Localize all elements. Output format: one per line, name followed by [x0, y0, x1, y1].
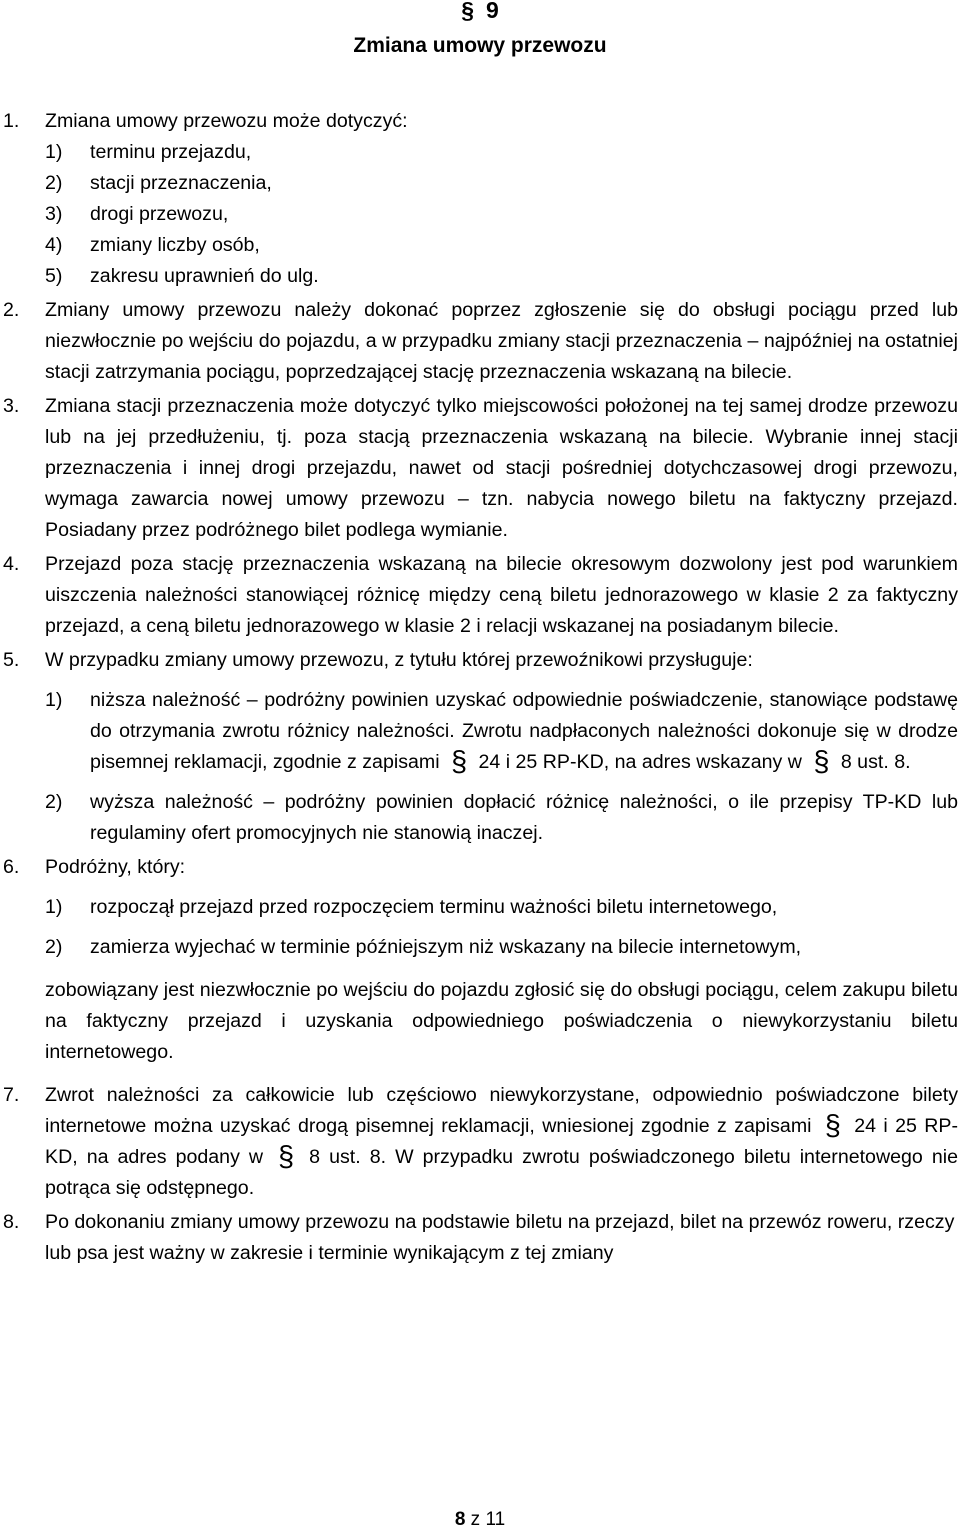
sub-item	[45, 168, 958, 199]
sub-item-text: zmiany liczby osób,	[90, 234, 260, 256]
document-body	[0, 106, 958, 1269]
list-item-6	[0, 852, 958, 1068]
sub-item	[45, 892, 958, 923]
sub-item-text: 24 i 25 RP-KD, na adres wskazany w	[478, 751, 802, 773]
item-text-part: 24 i 25 RP-KD, na adres podany w	[45, 1115, 958, 1168]
list-item-8	[0, 1207, 958, 1269]
page-number-current: 8	[454, 1509, 466, 1530]
page-title: Zmiana umowy przewozu	[353, 34, 607, 57]
sub-item	[45, 685, 958, 778]
list-item-4	[0, 549, 958, 642]
section-number: 9	[486, 0, 499, 23]
item-text: W przypadku zmiany umowy przewozu, z tytułu której przewoźnikowi przysługuje:	[45, 649, 753, 671]
item-number: 7.	[3, 1084, 20, 1106]
sub-item-text: 8 ust. 8.	[840, 751, 911, 773]
sub-item	[45, 261, 958, 292]
sub-item-text: terminu przejazdu,	[90, 141, 252, 163]
sub-item-text: rozpoczął przejazd przed rozpoczęciem terminu ważności biletu internetowego,	[90, 896, 778, 918]
sub-item-number: 1)	[45, 689, 63, 711]
item-number: 3.	[3, 395, 20, 417]
sub-item-text: wyższa należność – podróżny powinien dopłacić różnicę należności, o ile przepisy TP-KD lub regulaminy ofert promocyjnych nie stanowią inaczej.	[90, 791, 958, 844]
item-number: 2.	[3, 299, 20, 321]
list-item-1	[0, 106, 958, 292]
sub-item-text: niższa należność – podróżny powinien uzyskać odpowiednie poświadczenie, stanowiące podstawę do otrzymania zwrotu różnicy należności. Zwrotu nadpłaconych należności dokonuje się w drodze pisemnej reklamacji, zgodnie z zapisami	[90, 689, 958, 773]
item-number: 4.	[3, 553, 20, 575]
sub-item	[45, 230, 958, 261]
sub-item-text: stacji przeznaczenia,	[90, 172, 272, 194]
sub-item-number: 4)	[45, 234, 63, 256]
sub-item-number: 2)	[45, 936, 63, 958]
sub-item	[45, 199, 958, 230]
sub-item-text: drogi przewozu,	[90, 203, 229, 225]
sub-item-number: 5)	[45, 265, 63, 287]
sub-item-number: 2)	[45, 172, 63, 194]
item-text: Przejazd poza stację przeznaczenia wskazaną na bilecie okresowym dozwolony jest pod warunkiem uiszczenia należności stanowiącej różnicę między ceną biletu jednorazowego w klasie 2 za faktyczny przejazd, a ceną biletu jednorazowego w klasie 2 i relacji wskazanej na posiadanym bilecie.	[45, 553, 958, 637]
page-number-total: z 11	[470, 1509, 506, 1530]
item-number: 6.	[3, 856, 20, 878]
section-sign: §	[278, 1141, 295, 1173]
item-text: Podróżny, który:	[45, 856, 186, 878]
item-number: 1.	[3, 110, 20, 132]
sub-item	[45, 137, 958, 168]
item-number: 5.	[3, 649, 20, 671]
sub-item-number: 2)	[45, 791, 63, 813]
sub-item	[45, 932, 958, 963]
sub-item-text: zakresu uprawnień do ulg.	[90, 265, 319, 287]
list-item-2	[0, 295, 958, 388]
item-text	[45, 1080, 958, 1204]
item-text-part: 8 ust. 8. W przypadku zwrotu poświadczonego biletu internetowego nie potrąca się odstępnego.	[45, 1146, 958, 1199]
page-footer	[0, 1508, 960, 1532]
sub-item	[45, 787, 958, 849]
list-item-5	[0, 645, 958, 849]
section-heading	[0, 0, 960, 24]
item-number: 8.	[3, 1211, 20, 1233]
section-sign: §	[824, 1110, 841, 1142]
section-sign: §	[450, 746, 468, 778]
sub-item-number: 1)	[45, 896, 63, 918]
item-text-part: Zwrot należności za całkowicie lub częściowo niewykorzystane, odpowiednio poświadczone bilety internetowe można uzyskać drogą pisemnej reklamacji, wniesionej zgodnie z zapisami	[45, 1084, 958, 1137]
section-sign: §	[813, 746, 830, 778]
section-sign: §	[461, 0, 474, 23]
item-text: Po dokonaniu zmiany umowy przewozu na podstawie biletu na przejazd, bilet na przewóz roweru, rzeczy lub psa jest ważny w zakresie i terminie wynikającym z tej zmiany	[45, 1211, 955, 1264]
item-closing-text: zobowiązany jest niezwłocznie po wejściu do pojazdu zgłosić się do obsługi pociągu, celem zakupu biletu na faktyczny przejazd i uzyskania odpowiedniego poświadczenia o niewykorzystaniu biletu internetowego.	[45, 979, 958, 1063]
item-text: Zmiany umowy przewozu należy dokonać poprzez zgłoszenie się do obsługi pociągu przed lub niezwłocznie po wejściu do pojazdu, a w przypadku zmiany stacji przeznaczenia – najpóźniej na ostatniej stacji zatrzymania pociągu, poprzedzającej stację przeznaczenia wskazaną na bilecie.	[45, 299, 958, 383]
list-item-3	[0, 391, 958, 546]
list-item-7	[0, 1080, 958, 1204]
sub-item-number: 3)	[45, 203, 63, 225]
item-text: Zmiana umowy przewozu może dotyczyć:	[45, 110, 408, 132]
sub-item-number: 1)	[45, 141, 63, 163]
item-text: Zmiana stacji przeznaczenia może dotyczyć tylko miejscowości położonej na tej samej drodze przewozu lub na jej przedłużeniu, tj. poza stacją przeznaczenia wskazaną na bilecie. Wybranie innej stacji przeznaczenia i innej drogi przejazdu, nawet od stacji pośredniej dotychczasowej drogi przewozu, wymaga zawarcia nowej umowy przewozu – tzn. nabycia nowego biletu na faktyczny przejazd. Posiadany przez podróżnego bilet podlega wymianie.	[45, 395, 958, 541]
sub-item-text: zamierza wyjechać w terminie późniejszym niż wskazany na bilecie internetowym,	[90, 936, 802, 958]
